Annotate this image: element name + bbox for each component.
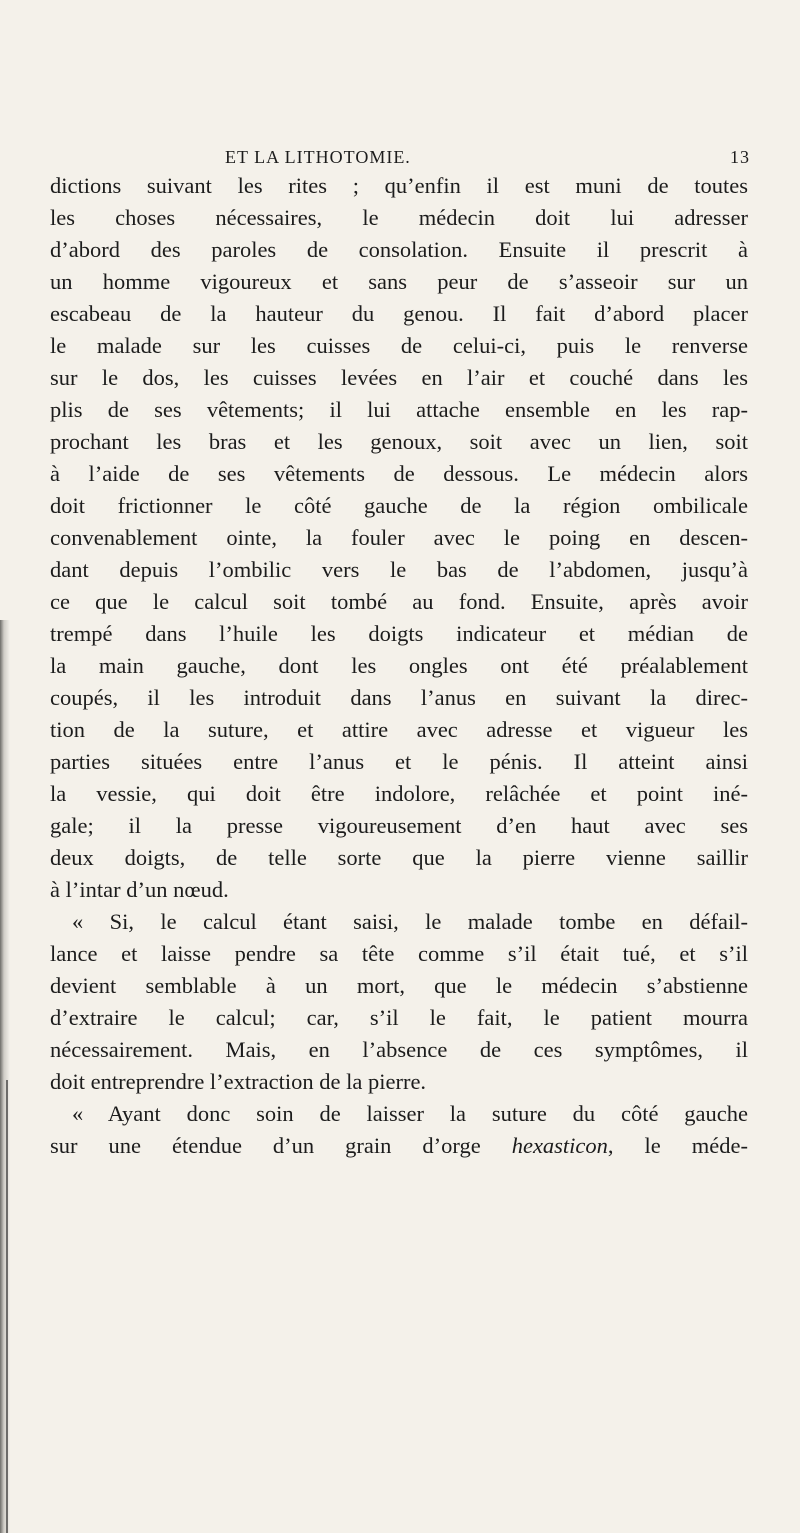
text-line: nécessairement. Mais, en l’absence de ces symptômes, il bbox=[50, 1037, 748, 1062]
page-number: 13 bbox=[730, 147, 750, 167]
text-run: sur une étendue d’un grain d’orge bbox=[50, 1133, 512, 1158]
text-line: « Si, le calcul étant saisi, le malade tombe en défail- bbox=[72, 909, 748, 934]
text-line: gale; il la presse vigoureusement d’en haut avec ses bbox=[50, 813, 748, 838]
text-line: ce que le calcul soit tombé au fond. Ensuite, après avoir bbox=[50, 589, 748, 614]
text-line: à l’aide de ses vêtements de dessous. Le médecin alors bbox=[50, 461, 748, 486]
text-line: parties situées entre l’anus et le pénis. Il atteint ainsi bbox=[50, 749, 748, 774]
text-line: convenablement ointe, la fouler avec le poing en descen- bbox=[50, 525, 748, 550]
text-line: d’extraire le calcul; car, s’il le fait, le patient mourra bbox=[50, 1005, 748, 1030]
text-line: dictions suivant les rites ; qu’enfin il est muni de toutes bbox=[50, 173, 748, 198]
binding-edge bbox=[6, 1080, 8, 1533]
text-line: à l’intar d’un nœud. bbox=[50, 877, 229, 902]
text-line: sur le dos, les cuisses levées en l’air et couché dans les bbox=[50, 365, 748, 390]
text-line: lance et laisse pendre sa tête comme s’il était tué, et s’il bbox=[50, 941, 748, 966]
text-line: trempé dans l’huile les doigts indicateur et médian de bbox=[50, 621, 748, 646]
text-line: un homme vigoureux et sans peur de s’asseoir sur un bbox=[50, 269, 748, 294]
text-line: devient semblable à un mort, que le médecin s’abstienne bbox=[50, 973, 748, 998]
text-line: « Ayant donc soin de laisser la suture du côté gauche bbox=[72, 1101, 748, 1126]
text-line: coupés, il les introduit dans l’anus en suivant la direc- bbox=[50, 685, 748, 710]
text-line: plis de ses vêtements; il lui attache ensemble en les rap- bbox=[50, 397, 748, 422]
text-line: la vessie, qui doit être indolore, relâchée et point iné- bbox=[50, 781, 748, 806]
text-line: doit frictionner le côté gauche de la région ombilicale bbox=[50, 493, 748, 518]
text-line: escabeau de la hauteur du genou. Il fait d’abord placer bbox=[50, 301, 748, 326]
text-line: prochant les bras et les genoux, soit avec un lien, soit bbox=[50, 429, 748, 454]
text-run: , le méde- bbox=[607, 1133, 748, 1158]
text-line: la main gauche, dont les ongles ont été préalablement bbox=[50, 653, 748, 678]
text-line: les choses nécessaires, le médecin doit lui adresser bbox=[50, 205, 748, 230]
text-line: deux doigts, de telle sorte que la pierre vienne saillir bbox=[50, 845, 748, 870]
text-line: d’abord des paroles de consolation. Ensuite il prescrit à bbox=[50, 237, 748, 262]
text-line: tion de la suture, et attire avec adresse et vigueur les bbox=[50, 717, 748, 742]
binding-shadow bbox=[0, 620, 10, 1533]
text-line: doit entreprendre l’extraction de la pierre. bbox=[50, 1069, 427, 1094]
running-title: ET LA LITHOTOMIE. bbox=[225, 147, 411, 167]
text-line: dant depuis l’ombilic vers le bas de l’abdomen, jusqu’à bbox=[50, 557, 748, 582]
body-text bbox=[50, 170, 748, 1162]
text-line-mixed bbox=[50, 1130, 748, 1162]
italic-term: hexasticon bbox=[511, 1133, 608, 1158]
text-line: le malade sur les cuisses de celui-ci, puis le renverse bbox=[50, 333, 748, 358]
